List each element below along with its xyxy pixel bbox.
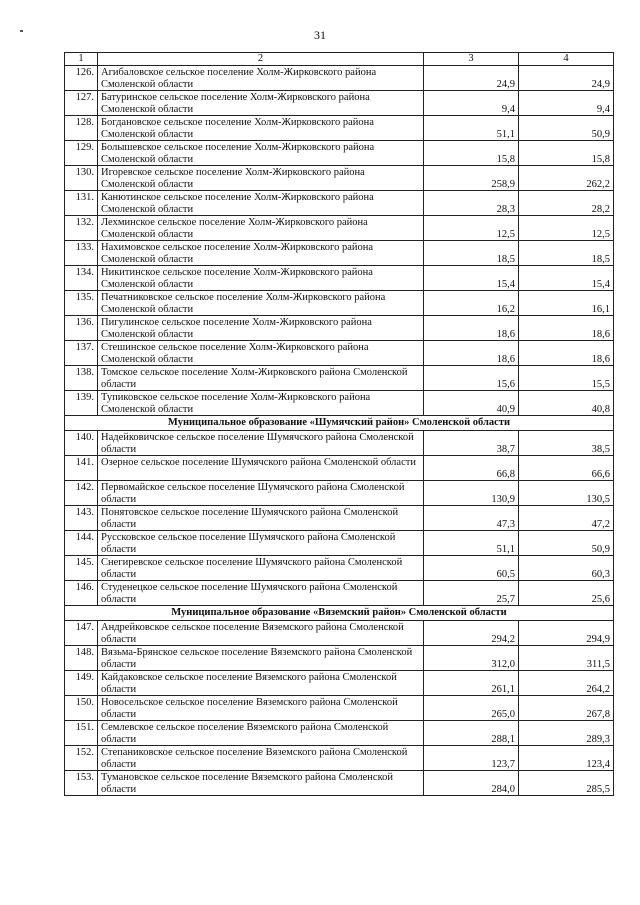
table-row [65,646,614,671]
settlement-name: Первомайское сельское поселение Шумячского района Смоленской области [98,481,424,506]
settlement-name: Агибаловское сельское поселение Холм-Жирковского района Смоленской области [98,66,424,91]
table-row [65,366,614,391]
settlement-name: Никитинское сельское поселение Холм-Жирковского района Смоленской области [98,266,424,291]
value-col-4: 264,2 [519,671,614,696]
row-number: 130. [65,166,98,191]
value-col-3: 294,2 [424,621,519,646]
table-row [65,581,614,606]
value-col-3: 25,7 [424,581,519,606]
value-col-4: 285,5 [519,771,614,796]
row-number: 147. [65,621,98,646]
row-number: 142. [65,481,98,506]
table-row [65,506,614,531]
row-number: 143. [65,506,98,531]
table-row [65,141,614,166]
settlement-name: Студенецкое сельское поселение Шумячского района Смоленской области [98,581,424,606]
value-col-3: 284,0 [424,771,519,796]
settlement-name: Нахимовское сельское поселение Холм-Жирковского района Смоленской области [98,241,424,266]
value-col-4: 123,4 [519,746,614,771]
value-col-4: 12,5 [519,216,614,241]
value-col-4: 289,3 [519,721,614,746]
table-row [65,671,614,696]
table-row [65,116,614,141]
row-number: 144. [65,531,98,556]
value-col-3: 288,1 [424,721,519,746]
section-title: Муниципальное образование «Вяземский район» Смоленской области [65,606,614,621]
table-row [65,721,614,746]
row-number: 146. [65,581,98,606]
table-row [65,481,614,506]
value-col-3: 18,5 [424,241,519,266]
value-col-3: 12,5 [424,216,519,241]
value-col-3: 265,0 [424,696,519,721]
value-col-3: 24,9 [424,66,519,91]
row-number: 132. [65,216,98,241]
row-number: 138. [65,366,98,391]
row-number: 131. [65,191,98,216]
table-row [65,191,614,216]
settlement-name: Озерное сельское поселение Шумячского района Смоленской области [98,456,424,481]
settlement-name: Пигулинское сельское поселение Холм-Жирковского района Смоленской области [98,316,424,341]
table-row [65,216,614,241]
table-row [65,241,614,266]
row-number: 151. [65,721,98,746]
value-col-3: 258,9 [424,166,519,191]
settlement-name: Снегиревское сельское поселение Шумячского района Смоленской области [98,556,424,581]
value-col-4: 130,5 [519,481,614,506]
row-number: 145. [65,556,98,581]
row-number: 135. [65,291,98,316]
value-col-3: 47,3 [424,506,519,531]
value-col-3: 312,0 [424,646,519,671]
table-body [65,53,614,796]
settlement-name: Кайдаковское сельское поселение Вяземского района Смоленской области [98,671,424,696]
value-col-3: 130,9 [424,481,519,506]
row-number: 148. [65,646,98,671]
page-number: 31 [314,28,326,42]
value-col-3: 51,1 [424,116,519,141]
settlement-name: Понятовское сельское поселение Шумячского района Смоленской области [98,506,424,531]
row-number: 127. [65,91,98,116]
value-col-4: 262,2 [519,166,614,191]
value-col-3: 28,3 [424,191,519,216]
value-col-3: 51,1 [424,531,519,556]
row-number: 153. [65,771,98,796]
settlement-name: Лехминское сельское поселение Холм-Жирковского района Смоленской области [98,216,424,241]
table-row [65,316,614,341]
row-number: 133. [65,241,98,266]
table-row [65,771,614,796]
row-number: 136. [65,316,98,341]
value-col-4: 15,4 [519,266,614,291]
table-row [65,431,614,456]
value-col-3: 40,9 [424,391,519,416]
value-col-4: 50,9 [519,116,614,141]
value-col-3: 15,8 [424,141,519,166]
value-col-4: 38,5 [519,431,614,456]
settlement-name: Игоревское сельское поселение Холм-Жирковского района Смоленской области [98,166,424,191]
row-number: 134. [65,266,98,291]
section-header-row [65,416,614,431]
value-col-4: 267,8 [519,696,614,721]
value-col-4: 18,6 [519,341,614,366]
row-number: 140. [65,431,98,456]
table-row [65,556,614,581]
settlement-name: Печатниковское сельское поселение Холм-Жирковского района Смоленской области [98,291,424,316]
row-number: 139. [65,391,98,416]
table-row [65,266,614,291]
settlement-name: Томское сельское поселение Холм-Жирковского района Смоленской области [98,366,424,391]
header-cell-4: 4 [519,53,614,66]
value-col-4: 9,4 [519,91,614,116]
table-row [65,456,614,481]
settlement-name: Руссковское сельское поселение Шумячского района Смоленской области [98,531,424,556]
section-header-row [65,606,614,621]
settlement-name: Стешинское сельское поселение Холм-Жирковского района Смоленской области [98,341,424,366]
settlement-name: Батуринское сельское поселение Холм-Жирковского района Смоленской области [98,91,424,116]
value-col-3: 18,6 [424,341,519,366]
value-col-4: 15,8 [519,141,614,166]
row-number: 128. [65,116,98,141]
row-number: 149. [65,671,98,696]
value-col-3: 18,6 [424,316,519,341]
table-row [65,91,614,116]
settlement-name: Новосельское сельское поселение Вяземского района Смоленской области [98,696,424,721]
settlement-name: Надейковичское сельское поселение Шумячского района Смоленской области [98,431,424,456]
data-table [64,52,614,796]
value-col-3: 123,7 [424,746,519,771]
value-col-3: 15,6 [424,366,519,391]
row-number: 129. [65,141,98,166]
settlement-name: Тупиковское сельское поселение Холм-Жирковского района Смоленской области [98,391,424,416]
header-cell-3: 3 [424,53,519,66]
row-number: 150. [65,696,98,721]
value-col-3: 15,4 [424,266,519,291]
header-cell-1: 1 [65,53,98,66]
value-col-4: 18,5 [519,241,614,266]
value-col-3: 38,7 [424,431,519,456]
section-title: Муниципальное образование «Шумячский район» Смоленской области [65,416,614,431]
value-col-4: 16,1 [519,291,614,316]
table-row [65,391,614,416]
table-row [65,621,614,646]
table-row [65,341,614,366]
value-col-3: 9,4 [424,91,519,116]
settlement-name: Богдановское сельское поселение Холм-Жирковского района Смоленской области [98,116,424,141]
table-row [65,531,614,556]
value-col-4: 311,5 [519,646,614,671]
row-number: 126. [65,66,98,91]
table-row [65,291,614,316]
value-col-4: 24,9 [519,66,614,91]
row-number: 137. [65,341,98,366]
value-col-4: 47,2 [519,506,614,531]
table-row [65,746,614,771]
settlement-name: Канютинское сельское поселение Холм-Жирковского района Смоленской области [98,191,424,216]
settlement-name: Степаниковское сельское поселение Вяземского района Смоленской области [98,746,424,771]
settlement-name: Болышевское сельское поселение Холм-Жирковского района Смоленской области [98,141,424,166]
settlement-name: Вязьма-Брянское сельское поселение Вяземского района Смоленской области [98,646,424,671]
table-row [65,66,614,91]
row-number: 152. [65,746,98,771]
value-col-4: 50,9 [519,531,614,556]
value-col-4: 28,2 [519,191,614,216]
value-col-4: 294,9 [519,621,614,646]
settlement-name: Семлевское сельское поселение Вяземского района Смоленской области [98,721,424,746]
table-header-row [65,53,614,66]
value-col-3: 60,5 [424,556,519,581]
settlement-name: Тумановское сельское поселение Вяземского района Смоленской области [98,771,424,796]
value-col-4: 15,5 [519,366,614,391]
value-col-3: 66,8 [424,456,519,481]
table-row [65,696,614,721]
header-cell-2: 2 [98,53,424,66]
value-col-4: 60,3 [519,556,614,581]
value-col-4: 40,8 [519,391,614,416]
value-col-4: 18,6 [519,316,614,341]
row-number: 141. [65,456,98,481]
value-col-4: 66,6 [519,456,614,481]
value-col-4: 25,6 [519,581,614,606]
settlement-name: Андрейковское сельское поселение Вяземского района Смоленской области [98,621,424,646]
table-row [65,166,614,191]
value-col-3: 261,1 [424,671,519,696]
value-col-3: 16,2 [424,291,519,316]
